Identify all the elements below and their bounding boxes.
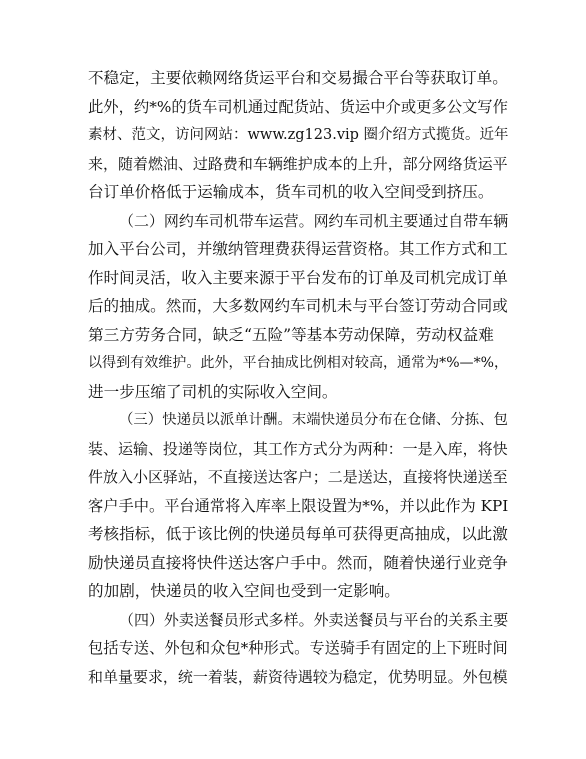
text-line: 的加剧，快递员的收入空间也受到一定影响。 <box>88 582 400 600</box>
text-line: 素材、范文，访问网站：www.zg123.vip 圈介绍方式揽货。近年 <box>88 127 509 143</box>
text-line: 包括专送、外包和众包*种形式。专送骑手有固定的上下班时间 <box>88 639 508 657</box>
text-line: 励快递员直接将快件送达客户手中。然而，随着快递行业竞争 <box>88 553 508 572</box>
text-line: 作时间灵活，收入主要来源于平台发布的订单及司机完成订单 <box>88 268 508 287</box>
text-line: 以得到有效维护。此外，平台抽成比例相对较高，通常为*%—*%， <box>88 355 509 371</box>
text-line: 考核指标，低于该比例的快递员每单可获得更高抽成，以此激 <box>88 525 508 543</box>
text-line: 第三方劳务合同，缺乏“五险”等基本劳动保障，劳动权益难 <box>88 325 494 344</box>
section-heading-line: （二）网约车司机带车运营。网约车司机主要通过自带车辆 <box>119 211 509 230</box>
section-heading-line: （四）外卖送餐员形式多样。外卖送餐员与平台的关系主要 <box>119 610 509 629</box>
text-line: 台订单价格低于运输成本，货车司机的收入空间受到挤压。 <box>88 183 494 201</box>
text-line: 加入平台公司，并缴纳管理费获得运营资格。其工作方式和工 <box>88 240 508 258</box>
text-line: 此外，约*%的货车司机通过配货站、货运中介或更多公文写作 <box>88 97 508 116</box>
text-line: 装、运输、投递等岗位，其工作方式分为两种：一是入库，将快 <box>88 439 508 458</box>
text-line: 客户手中。平台通常将入库率上限设置为*%，并以此作为 KPI <box>88 496 509 515</box>
text-line: 后的抽成。然而，大多数网约车司机未与平台签订劳动合同或 <box>88 297 508 315</box>
body-text <box>88 64 508 691</box>
section-heading-line: （三）快递员以派单计酬。末端快递员分布在仓储、分拣、包 <box>119 412 508 428</box>
text-line: 和单量要求，统一着装，薪资待遇较为稳定，优势明显。外包模 <box>88 667 508 686</box>
text-line: 件放入小区驿站，不直接送达客户；二是送达，直接将快递送至 <box>88 468 508 486</box>
text-line: 进一步压缩了司机的实际收入空间。 <box>88 382 338 401</box>
text-line: 来，随着燃油、过路费和车辆维护成本的上升，部分网络货运平 <box>88 154 508 173</box>
text-line: 不稳定，主要依赖网络货运平台和交易撮合平台等获取订单。 <box>88 69 508 87</box>
